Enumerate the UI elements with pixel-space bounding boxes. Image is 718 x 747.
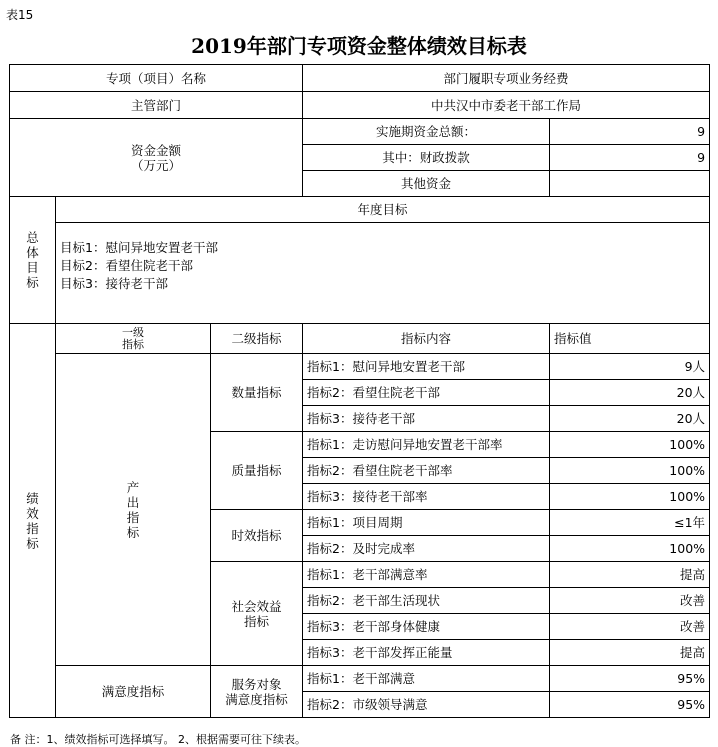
indicator-content: 指标3：老干部发挥正能量	[303, 640, 550, 666]
annual-goal-header: 年度目标	[56, 197, 710, 223]
indicator-value-header: 指标值	[550, 324, 710, 354]
indicator-content: 指标3：老干部身体健康	[303, 614, 550, 640]
quality-indicator-label: 质量指标	[211, 432, 303, 510]
project-name-value: 部门履职专项业务经费	[303, 65, 710, 92]
indicator-content: 指标1：老干部满意	[303, 666, 550, 692]
indicator-value: 提高	[550, 640, 710, 666]
footnote: 备 注：1、绩效指标可选择填写。 2、根据需要可往下续表。	[10, 733, 306, 746]
fiscal-appropriation-label: 其中：财政拨款	[303, 145, 550, 171]
indicator-value: 改善	[550, 588, 710, 614]
department-value: 中共汉中市委老干部工作局	[303, 92, 710, 119]
annual-goal-list	[56, 223, 710, 324]
indicator-content: 指标1：项目周期	[303, 510, 550, 536]
fiscal-appropriation-value: 9	[550, 145, 710, 171]
indicator-content-header: 指标内容	[303, 324, 550, 354]
indicator-content: 指标2：看望住院老干部率	[303, 458, 550, 484]
indicator-value: 95%	[550, 666, 710, 692]
funding-amount-label: 资金金额 （万元）	[10, 119, 303, 197]
funding-total-value: 9	[550, 119, 710, 145]
page-title: 2019年部门专项资金整体绩效目标表	[191, 34, 527, 58]
indicator-value: 提高	[550, 562, 710, 588]
other-funds-label: 其他资金	[303, 171, 550, 197]
performance-indicator-label: 绩 效 指 标	[10, 324, 56, 718]
indicator-value: 95%	[550, 692, 710, 718]
goal-item: 目标1：慰问异地安置老干部	[60, 240, 218, 255]
output-indicator-label: 产 出 指 标	[56, 354, 211, 666]
indicator-value: 改善	[550, 614, 710, 640]
goal-item: 目标2：看望住院老干部	[60, 258, 193, 273]
quantity-indicator-label: 数量指标	[211, 354, 303, 432]
overall-goal-label: 总 体 目 标	[10, 197, 56, 324]
satisfaction-indicator-label: 满意度指标	[56, 666, 211, 718]
indicator-value: 20人	[550, 380, 710, 406]
indicator-value: 100%	[550, 458, 710, 484]
indicator-content: 指标1：老干部满意率	[303, 562, 550, 588]
performance-target-table	[9, 64, 710, 718]
funding-total-label: 实施期资金总额：	[303, 119, 550, 145]
indicator-value: 20人	[550, 406, 710, 432]
indicator-value: 9人	[550, 354, 710, 380]
indicator-value: ≤1年	[550, 510, 710, 536]
indicator-value: 100%	[550, 432, 710, 458]
department-label: 主管部门	[10, 92, 303, 119]
social-benefit-indicator-label: 社会效益 指标	[211, 562, 303, 666]
level2-indicator-header: 二级指标	[211, 324, 303, 354]
indicator-content: 指标2：市级领导满意	[303, 692, 550, 718]
project-name-label: 专项（项目）名称	[10, 65, 303, 92]
indicator-value: 100%	[550, 484, 710, 510]
indicator-content: 指标2：及时完成率	[303, 536, 550, 562]
indicator-value: 100%	[550, 536, 710, 562]
indicator-content: 指标2：看望住院老干部	[303, 380, 550, 406]
indicator-content: 指标1：走访慰问异地安置老干部率	[303, 432, 550, 458]
table-number: 表15	[6, 8, 34, 22]
timeliness-indicator-label: 时效指标	[211, 510, 303, 562]
indicator-content: 指标3：接待老干部	[303, 406, 550, 432]
service-satisfaction-label: 服务对象 满意度指标	[211, 666, 303, 718]
indicator-content: 指标3：接待老干部率	[303, 484, 550, 510]
other-funds-value	[550, 171, 710, 197]
level1-indicator-header: 一级 指标	[56, 324, 211, 354]
indicator-content: 指标2：老干部生活现状	[303, 588, 550, 614]
indicator-content: 指标1：慰问异地安置老干部	[303, 354, 550, 380]
goal-item: 目标3：接待老干部	[60, 276, 168, 291]
